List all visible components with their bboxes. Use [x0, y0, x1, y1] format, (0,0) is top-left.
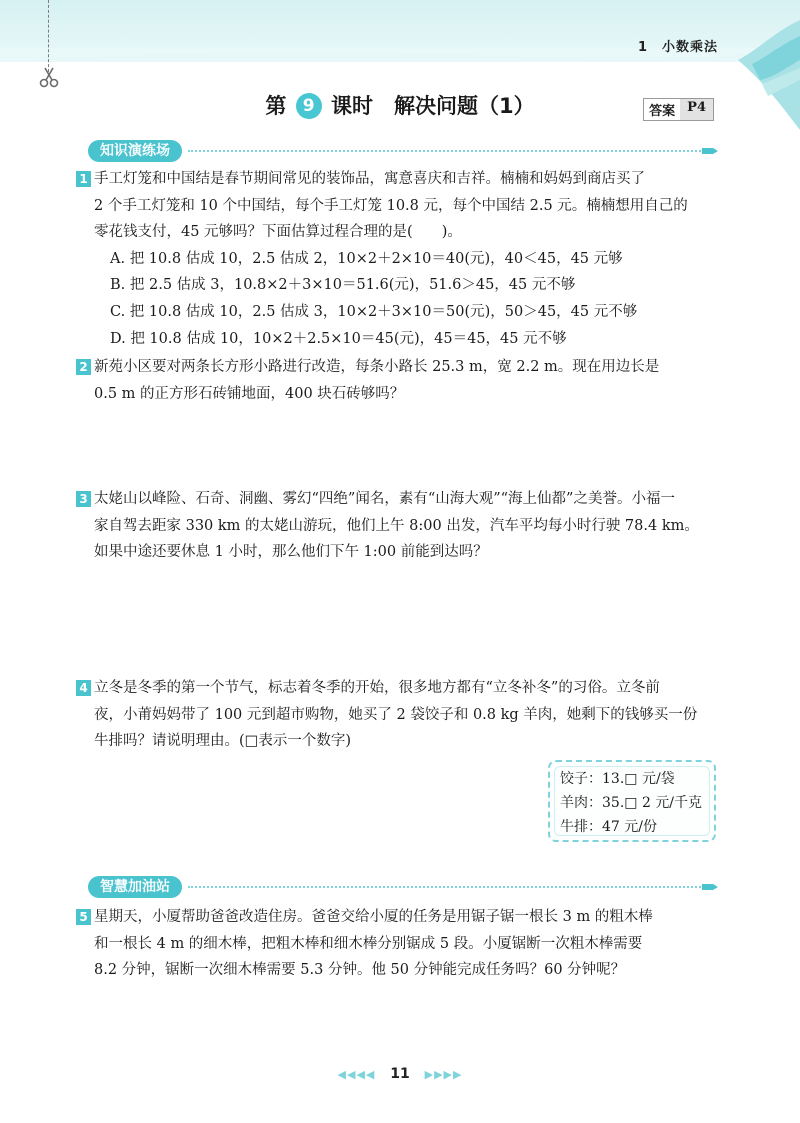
- price-list-box: [548, 760, 716, 842]
- question-number: 3: [76, 491, 91, 507]
- section-wisdom-header: [88, 876, 718, 898]
- question-text-line: 和一根长 4 m 的细木棒，把粗木棒和细木棒分别锯成 5 段。小厦锯断一次粗木棒需要: [94, 935, 643, 952]
- unit-label: 1 小数乘法: [637, 40, 718, 55]
- page-number: 11: [390, 1066, 410, 1082]
- page-footer: [0, 1066, 800, 1082]
- question-5: [79, 904, 720, 984]
- question-number: 1: [76, 171, 91, 187]
- choice-option-a[interactable]: A. 把 10.8 估成 10，2.5 估成 2，10×2＋2×10＝40(元)，40＜45，45 元够: [110, 250, 623, 267]
- answer-page: P4: [680, 99, 713, 120]
- section-practice-title: 知识演练场: [88, 140, 182, 162]
- question-text-line: 夜，小莆妈妈带了 100 元到超市购物，她买了 2 袋饺子和 0.8 kg 羊肉，她剩下的钱够买一份: [94, 706, 698, 723]
- section-wisdom-title: 智慧加油站: [88, 876, 182, 898]
- title-prefix: 第: [265, 94, 287, 118]
- question-text-line: 2 个手工灯笼和 10 个中国结，每个手工灯笼 10.8 元，每个中国结 2.5 元。楠楠想用自己的: [94, 197, 688, 214]
- question-text-line: 星期天，小厦帮助爸爸改造住房。爸爸交给小厦的任务是用锯子锯一根长 3 m 的粗木棒: [94, 909, 653, 925]
- question-text-line: 立冬是冬季的第一个节气，标志着冬季的开始，很多地方都有“立冬补冬”的习俗。立冬前: [94, 680, 660, 696]
- question-number: 4: [76, 680, 91, 696]
- price-mutton: 羊肉：35.□ 2 元/千克: [560, 795, 703, 811]
- section-divider: [188, 150, 704, 152]
- choice-option-c[interactable]: C. 把 10.8 估成 10，2.5 估成 3，10×2＋3×10＝50(元)，50＞45，45 元不够: [110, 303, 638, 320]
- lesson-number-badge: 9: [296, 93, 322, 119]
- question-text-line: 新苑小区要对两条长方形小路进行改造，每条小路长 25.3 m，宽 2.2 m。现在用边长是: [94, 359, 660, 375]
- footer-arrows-right: ▶▶▶▶: [424, 1068, 463, 1081]
- question-text-line: 牛排吗？请说明理由。(□表示一个数字): [94, 733, 352, 750]
- answer-badge: [643, 98, 714, 121]
- price-dumplings: 饺子：13.□ 元/袋: [560, 771, 675, 787]
- pencil-icon: [702, 880, 718, 894]
- section-practice-header: [88, 140, 718, 162]
- question-3: [79, 486, 720, 566]
- question-text-line: 0.5 m 的正方形石砖铺地面，400 块石砖够吗？: [94, 385, 405, 402]
- question-text-line: 太姥山以峰险、石奇、洞幽、雾幻“四绝”闻名，素有“山海大观”“海上仙都”之美誉。小福一: [94, 491, 675, 507]
- choice-option-d[interactable]: D. 把 10.8 估成 10，10×2＋2.5×10＝45(元)，45＝45，45 元不够: [110, 330, 567, 347]
- answer-label: 答案: [644, 99, 680, 120]
- title-suffix: 课时 解决问题（1）: [331, 94, 535, 118]
- question-text-line: 零花钱支付，45 元够吗？下面估算过程合理的是( )。: [94, 224, 462, 241]
- section-divider: [188, 886, 704, 888]
- question-1: [79, 166, 720, 352]
- question-text-line: 手工灯笼和中国结是春节期间常见的装饰品，寓意喜庆和吉祥。楠楠和妈妈到商店买了: [94, 171, 645, 187]
- question-4: [79, 675, 720, 755]
- pencil-icon: [702, 144, 718, 158]
- price-steak: 牛排：47 元/份: [560, 819, 657, 835]
- question-number: 5: [76, 909, 91, 925]
- question-text-line: 如果中途还要休息 1 小时，那么他们下午 1:00 前能到达吗？: [94, 544, 488, 561]
- question-text-line: 8.2 分钟，锯断一次细木棒需要 5.3 分钟。他 50 分钟能完成任务吗？60 分钟呢？: [94, 962, 626, 979]
- question-2: [79, 354, 720, 407]
- footer-arrows-left: ◀◀◀◀: [337, 1068, 376, 1081]
- cut-guide-line: [48, 0, 49, 72]
- question-number: 2: [76, 359, 91, 375]
- scissors-icon: [38, 66, 60, 88]
- choice-option-b[interactable]: B. 把 2.5 估成 3，10.8×2＋3×10＝51.6(元)，51.6＞45，45 元不够: [110, 277, 576, 294]
- question-text-line: 家自驾去距家 330 km 的太姥山游玩，他们上午 8:00 出发，汽车平均每小时行驶 78.4 km。: [94, 517, 699, 534]
